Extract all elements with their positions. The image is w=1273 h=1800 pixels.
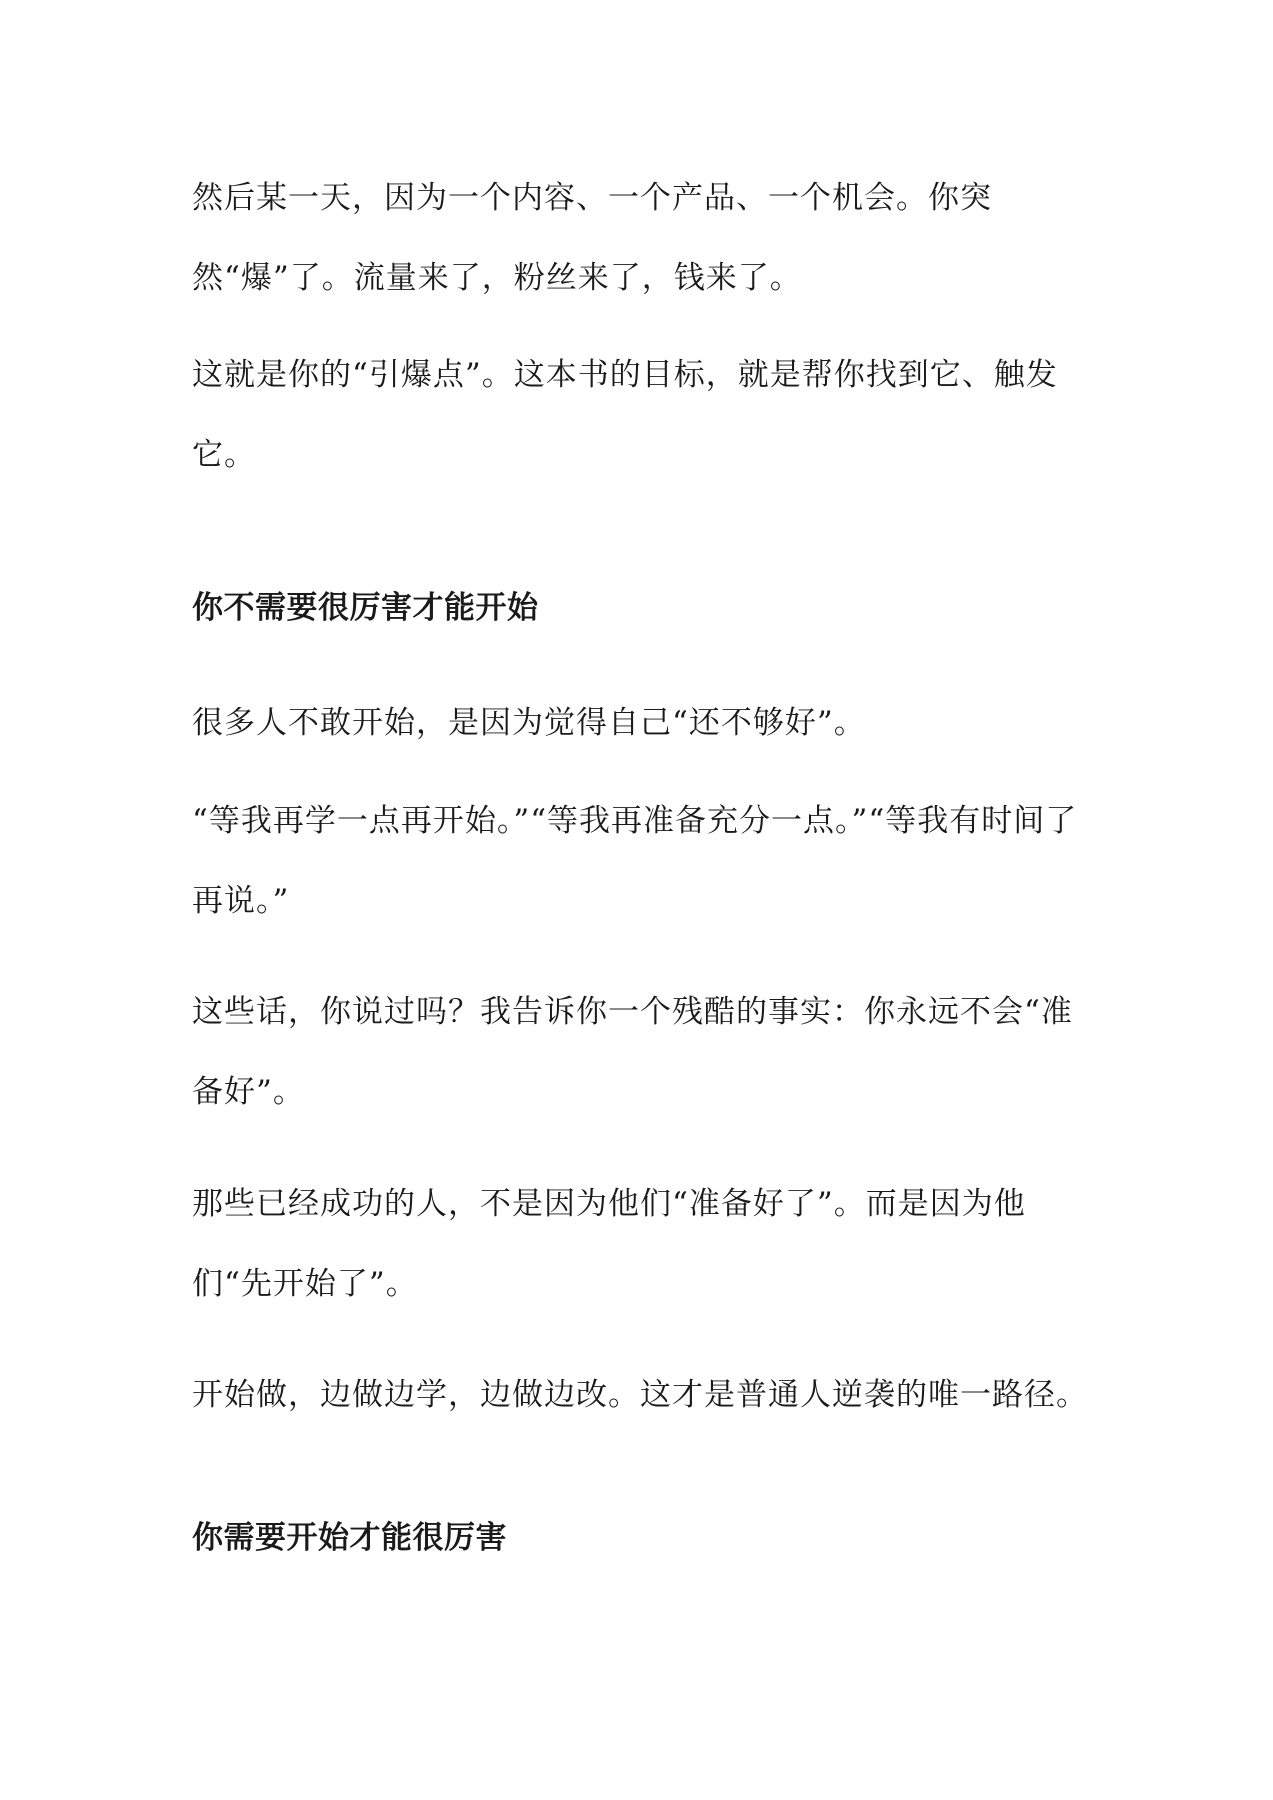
paragraph-excuses-quotes: “等我再学一点再开始。”“等我再准备充分一点。”“等我有时间了再说。”	[192, 803, 1078, 919]
section-heading-start-to-be-great: 你需要开始才能很厉害	[192, 1520, 507, 1556]
paragraph-never-ready: 这些话，你说过吗？我告诉你一个残酷的事实：你永远不会“准备好”。	[192, 994, 1073, 1110]
paragraph-tipping-point: 这就是你的“引爆点”。这本书的目标，就是帮你找到它、触发它。	[192, 357, 1058, 473]
paragraph-sudden-breakout: 然后某一天，因为一个内容、一个产品、一个机会。你突然“爆”了。流量来了，粉丝来了，钱来了。	[192, 180, 992, 296]
paragraph-learn-by-doing: 开始做，边做边学，边做边改。这才是普通人逆袭的唯一路径。	[192, 1377, 1088, 1413]
paragraph-started-first: 那些已经成功的人，不是因为他们“准备好了”。而是因为他们“先开始了”。	[192, 1186, 1026, 1302]
paragraph-not-good-enough: 很多人不敢开始，是因为觉得自己“还不够好”。	[192, 705, 866, 741]
section-heading-no-need-to-be-great: 你不需要很厉害才能开始	[192, 590, 539, 626]
